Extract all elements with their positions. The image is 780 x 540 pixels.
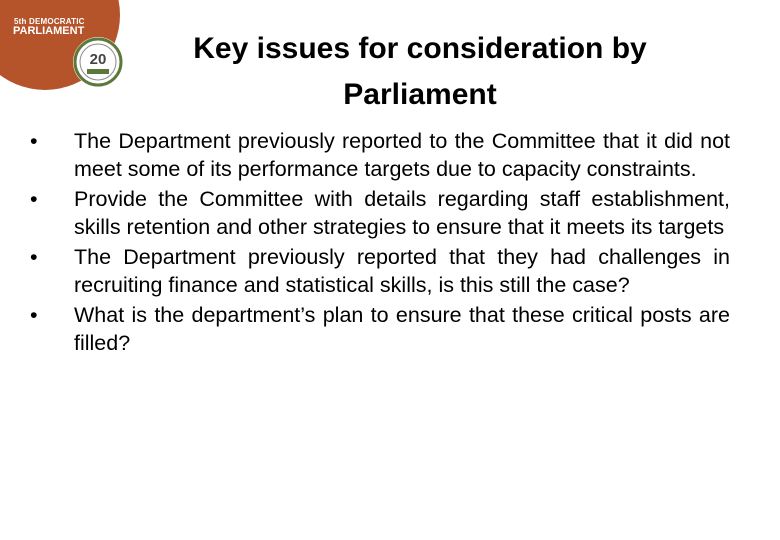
bullet-item (30, 244, 730, 299)
bullet-text: Provide the Committee with details regarding staff establishment, skills retention and other strategies to ensure that it meets its targets (74, 187, 730, 239)
bullet-item (30, 186, 730, 241)
parliament-logo (0, 0, 140, 90)
bullet-list (30, 128, 730, 360)
title-line1: Key issues for consideration by (193, 32, 647, 65)
bullet-marker: • (30, 303, 38, 327)
bullet-marker: • (30, 245, 38, 269)
logo-text-line1: 5th DEMOCRATIC (14, 17, 85, 26)
title-line2: Parliament (343, 78, 497, 111)
bullet-item (30, 128, 730, 183)
bullet-marker: • (30, 187, 38, 211)
bullet-marker: • (30, 129, 38, 153)
seal-number: 20 (89, 51, 107, 68)
bullet-item (30, 302, 730, 357)
bullet-text: The Department previously reported to the Committee that it did not meet some of its performance targets due to capacity constraints. (74, 129, 730, 181)
bullet-text: The Department previously reported that they had challenges in recruiting finance and statistical skills, is this still the case? (74, 245, 730, 297)
slide-title (150, 26, 690, 118)
anniversary-seal-icon (72, 36, 124, 88)
bullet-text: What is the department’s plan to ensure that these critical posts are filled? (74, 303, 730, 355)
logo-text-line2: PARLIAMENT (13, 25, 85, 37)
